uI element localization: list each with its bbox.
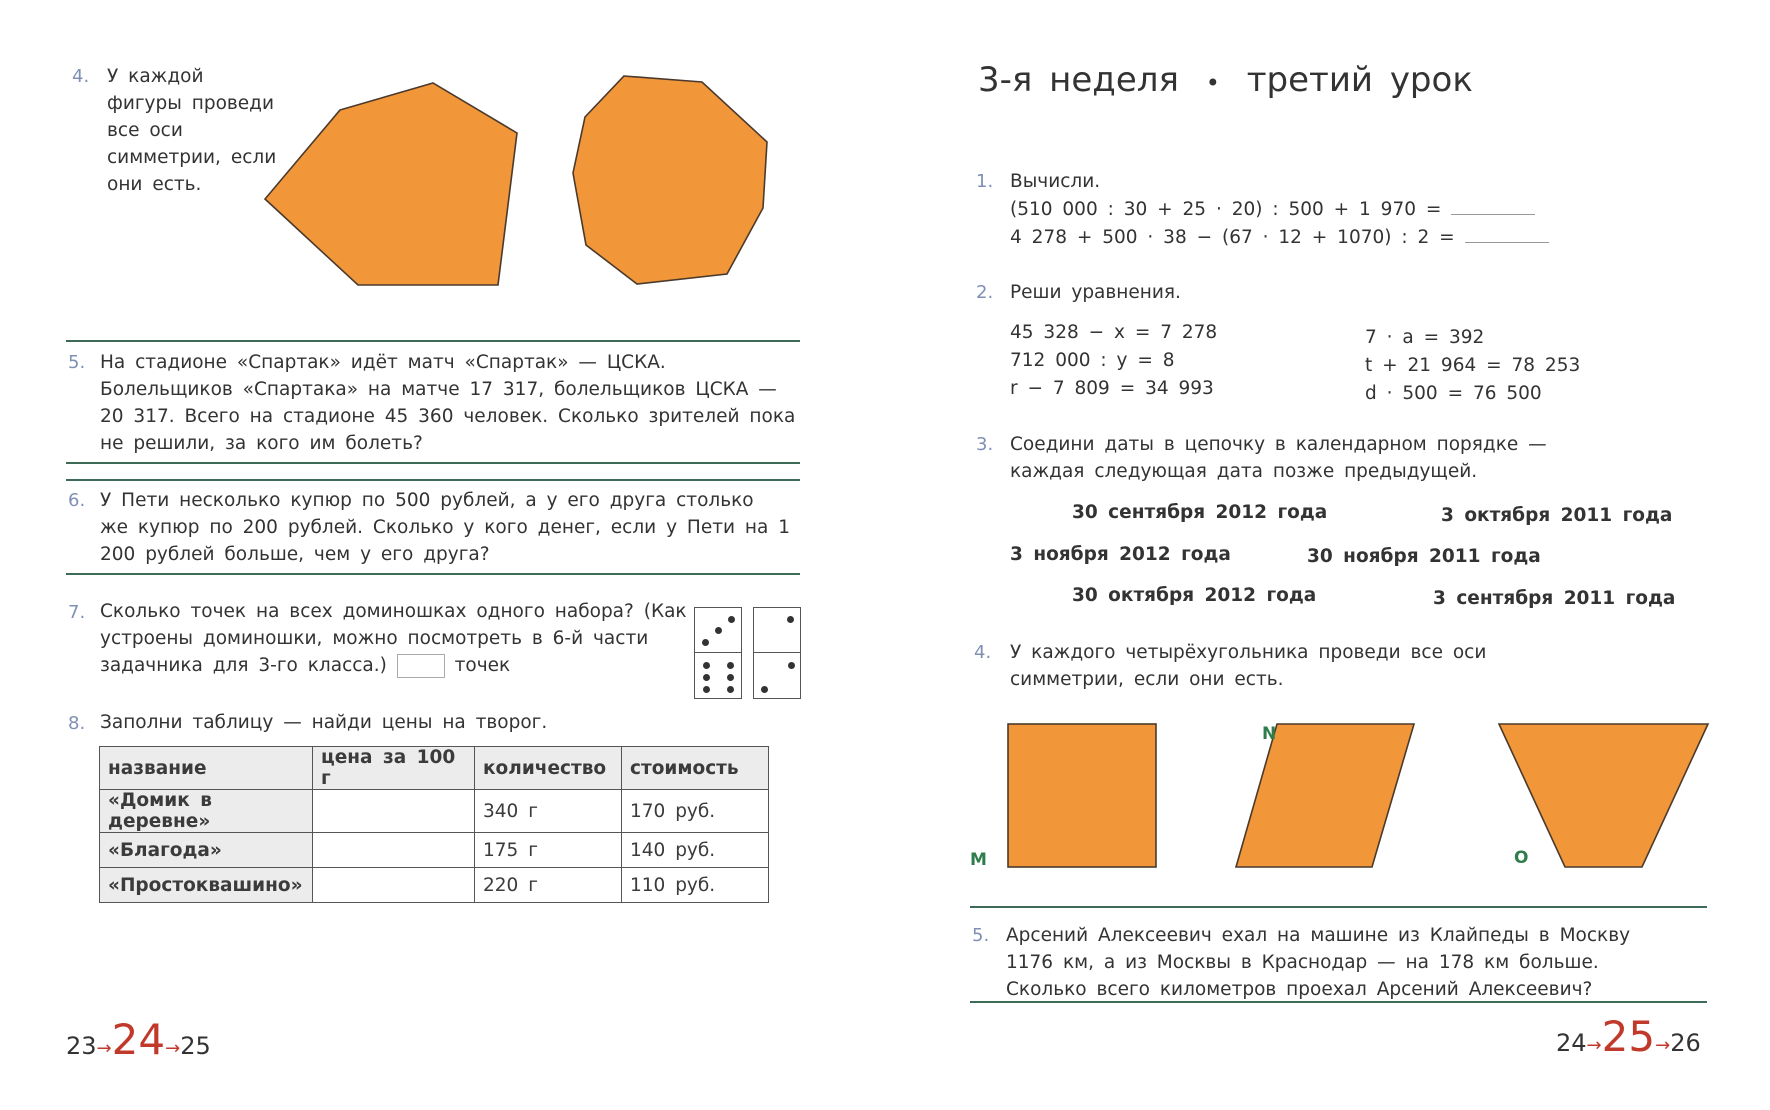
quadrilateral-figures bbox=[1000, 715, 1720, 875]
domino-dot bbox=[702, 639, 709, 646]
r-task1-expr1-line bbox=[1010, 196, 1535, 223]
header-qty: количество bbox=[475, 747, 622, 790]
task4-number: 4. bbox=[72, 66, 90, 87]
arrow-right-icon: → bbox=[96, 1038, 112, 1059]
domino-dot bbox=[703, 662, 710, 669]
r-task5-text: Арсений Алексеевич ехал на машине из Клайпеды в Москву 1176 км, а из Москвы в Краснодар — на 178 км больше. Сколько всего километров проехал Арсений Алексеевич? bbox=[1006, 925, 1631, 1000]
r-task3-number: 3. bbox=[976, 434, 994, 455]
header-price: цена за 100 г bbox=[313, 747, 475, 790]
arrow-right-icon: → bbox=[1586, 1035, 1602, 1056]
task7-text bbox=[100, 598, 690, 679]
bullet: • bbox=[1205, 69, 1220, 97]
vertex-label: N bbox=[1262, 724, 1277, 744]
parallelogram-shape bbox=[1236, 724, 1414, 867]
row-cost: 110 руб. bbox=[622, 868, 769, 903]
r-task2-eq: 7 · a = 392 bbox=[1365, 327, 1485, 348]
domino-dot bbox=[715, 627, 722, 634]
date-item[interactable]: 30 ноября 2011 года bbox=[1307, 546, 1541, 567]
domino-dot bbox=[727, 686, 734, 693]
square-shape bbox=[1008, 724, 1156, 867]
rule bbox=[970, 906, 1707, 908]
rule bbox=[970, 1001, 1707, 1003]
domino-dot bbox=[788, 662, 795, 669]
r-task2-number: 2. bbox=[976, 282, 994, 303]
answer-blank[interactable] bbox=[1465, 242, 1549, 243]
rule bbox=[66, 479, 800, 481]
page-nav-left bbox=[66, 1015, 211, 1064]
table-row bbox=[100, 833, 769, 868]
domino-dot bbox=[727, 674, 734, 681]
r-task1-number: 1. bbox=[976, 171, 994, 192]
page-next[interactable]: 26 bbox=[1670, 1029, 1701, 1057]
rule bbox=[66, 573, 800, 575]
rule bbox=[66, 340, 800, 342]
header-name: название bbox=[100, 747, 313, 790]
domino-dot bbox=[703, 674, 710, 681]
date-item[interactable]: 30 октября 2012 года bbox=[1072, 585, 1317, 606]
date-item[interactable]: 3 октября 2011 года bbox=[1441, 505, 1673, 526]
row-name: «Благода» bbox=[100, 833, 313, 868]
task7-suffix: точек bbox=[454, 655, 511, 676]
r-task3-text: Соедини даты в цепочку в календарном порядке — каждая следующая дата позже предыдущей. bbox=[1010, 434, 1547, 482]
week-title: 3-я неделя bbox=[978, 60, 1179, 100]
domino-dot bbox=[728, 616, 735, 623]
row-cost: 140 руб. bbox=[622, 833, 769, 868]
date-item[interactable]: 30 сентября 2012 года bbox=[1072, 502, 1328, 523]
task5-text: На стадионе «Спартак» идёт матч «Спартак» — ЦСКА. Болельщиков «Спартака» на матче 17 317, болельщиков ЦСКА — 20 317. Всего на стадионе 45 360 человек. Сколько зрителей пока не решили, за кого им болеть? bbox=[100, 352, 796, 454]
row-name: «Простоквашино» bbox=[100, 868, 313, 903]
table-row bbox=[100, 868, 769, 903]
row-qty: 340 г bbox=[475, 790, 622, 833]
task7-answer-box[interactable] bbox=[397, 654, 445, 678]
nonagon-shape bbox=[573, 76, 767, 284]
domino-divider bbox=[695, 652, 741, 653]
row-qty: 220 г bbox=[475, 868, 622, 903]
cheese-price-table bbox=[99, 746, 769, 903]
row-name: «Домик в деревне» bbox=[100, 790, 313, 833]
task8-number: 8. bbox=[68, 713, 86, 734]
task4-text: У каждой фигуры проведи все оси симметрии, если они есть. bbox=[107, 66, 277, 195]
r-task1-expr2: 4 278 + 500 · 38 − (67 · 12 + 1070) : 2 = bbox=[1010, 227, 1455, 248]
domino-tile bbox=[694, 607, 742, 699]
page-prev[interactable]: 24 bbox=[1556, 1029, 1587, 1057]
r-task4-text: У каждого четырёхугольника проведи все оси симметрии, если они есть. bbox=[1010, 642, 1487, 690]
domino-dot bbox=[787, 616, 794, 623]
r-task2-eq: d · 500 = 76 500 bbox=[1365, 383, 1542, 404]
page-title bbox=[978, 60, 1473, 100]
page-next[interactable]: 25 bbox=[180, 1032, 211, 1060]
row-price-input[interactable] bbox=[313, 790, 475, 833]
trapezoid-shape bbox=[1499, 724, 1708, 867]
task7-question: Сколько точек на всех доминошках одного набора? (Как устроены доминошки, можно посмотреть в 6-й части задачника для 3-го класса.) bbox=[100, 601, 687, 676]
row-price-input[interactable] bbox=[313, 833, 475, 868]
row-price-input[interactable] bbox=[313, 868, 475, 903]
page-prev[interactable]: 23 bbox=[66, 1032, 97, 1060]
task6-text: У Пети несколько купюр по 500 рублей, а у его друга столько же купюр по 200 рублей. Сколько у кого денег, если у Пети на 1 200 рублей больше, чем у его друга? bbox=[100, 490, 790, 565]
row-qty: 175 г bbox=[475, 833, 622, 868]
header-cost: стоимость bbox=[622, 747, 769, 790]
date-item[interactable]: 3 ноября 2012 года bbox=[1010, 544, 1231, 565]
r-task1-expr2-line bbox=[1010, 224, 1549, 251]
task7-number: 7. bbox=[68, 602, 86, 623]
domino-dot bbox=[727, 662, 734, 669]
r-task2-eq: 45 328 − x = 7 278 bbox=[1010, 322, 1218, 343]
rule bbox=[66, 462, 800, 464]
table-header-row bbox=[100, 747, 769, 790]
hexagon-shape bbox=[265, 83, 517, 285]
vertex-label: M bbox=[970, 850, 987, 870]
page-current: 24 bbox=[111, 1015, 166, 1064]
lesson-title: третий урок bbox=[1246, 60, 1473, 100]
table-row bbox=[100, 790, 769, 833]
task6-number: 6. bbox=[68, 490, 86, 511]
task5-number: 5. bbox=[68, 352, 86, 373]
r-task1-expr1: (510 000 : 30 + 25 · 20) : 500 + 1 970 = bbox=[1010, 199, 1442, 220]
r-task5-number: 5. bbox=[972, 925, 990, 946]
answer-blank[interactable] bbox=[1451, 214, 1535, 215]
vertex-label: O bbox=[1514, 848, 1529, 868]
task8-text: Заполни таблицу — найди цены на творог. bbox=[100, 712, 548, 733]
row-cost: 170 руб. bbox=[622, 790, 769, 833]
arrow-right-icon: → bbox=[1655, 1035, 1671, 1056]
domino-divider bbox=[754, 652, 800, 653]
domino-tile bbox=[753, 607, 801, 699]
task4-figures bbox=[255, 70, 815, 295]
r-task4-number: 4. bbox=[974, 642, 992, 663]
r-task2-label: Реши уравнения. bbox=[1010, 282, 1181, 303]
domino-dot bbox=[703, 686, 710, 693]
page-current: 25 bbox=[1601, 1012, 1656, 1061]
r-task1-label: Вычисли. bbox=[1010, 171, 1101, 192]
date-item[interactable]: 3 сентября 2011 года bbox=[1433, 588, 1676, 609]
arrow-right-icon: → bbox=[165, 1038, 181, 1059]
r-task2-eq: 712 000 : y = 8 bbox=[1010, 350, 1175, 371]
r-task2-eq: t + 21 964 = 78 253 bbox=[1365, 355, 1581, 376]
page-nav-right bbox=[1556, 1012, 1701, 1061]
domino-dot bbox=[761, 686, 768, 693]
r-task2-eq: r − 7 809 = 34 993 bbox=[1010, 378, 1214, 399]
